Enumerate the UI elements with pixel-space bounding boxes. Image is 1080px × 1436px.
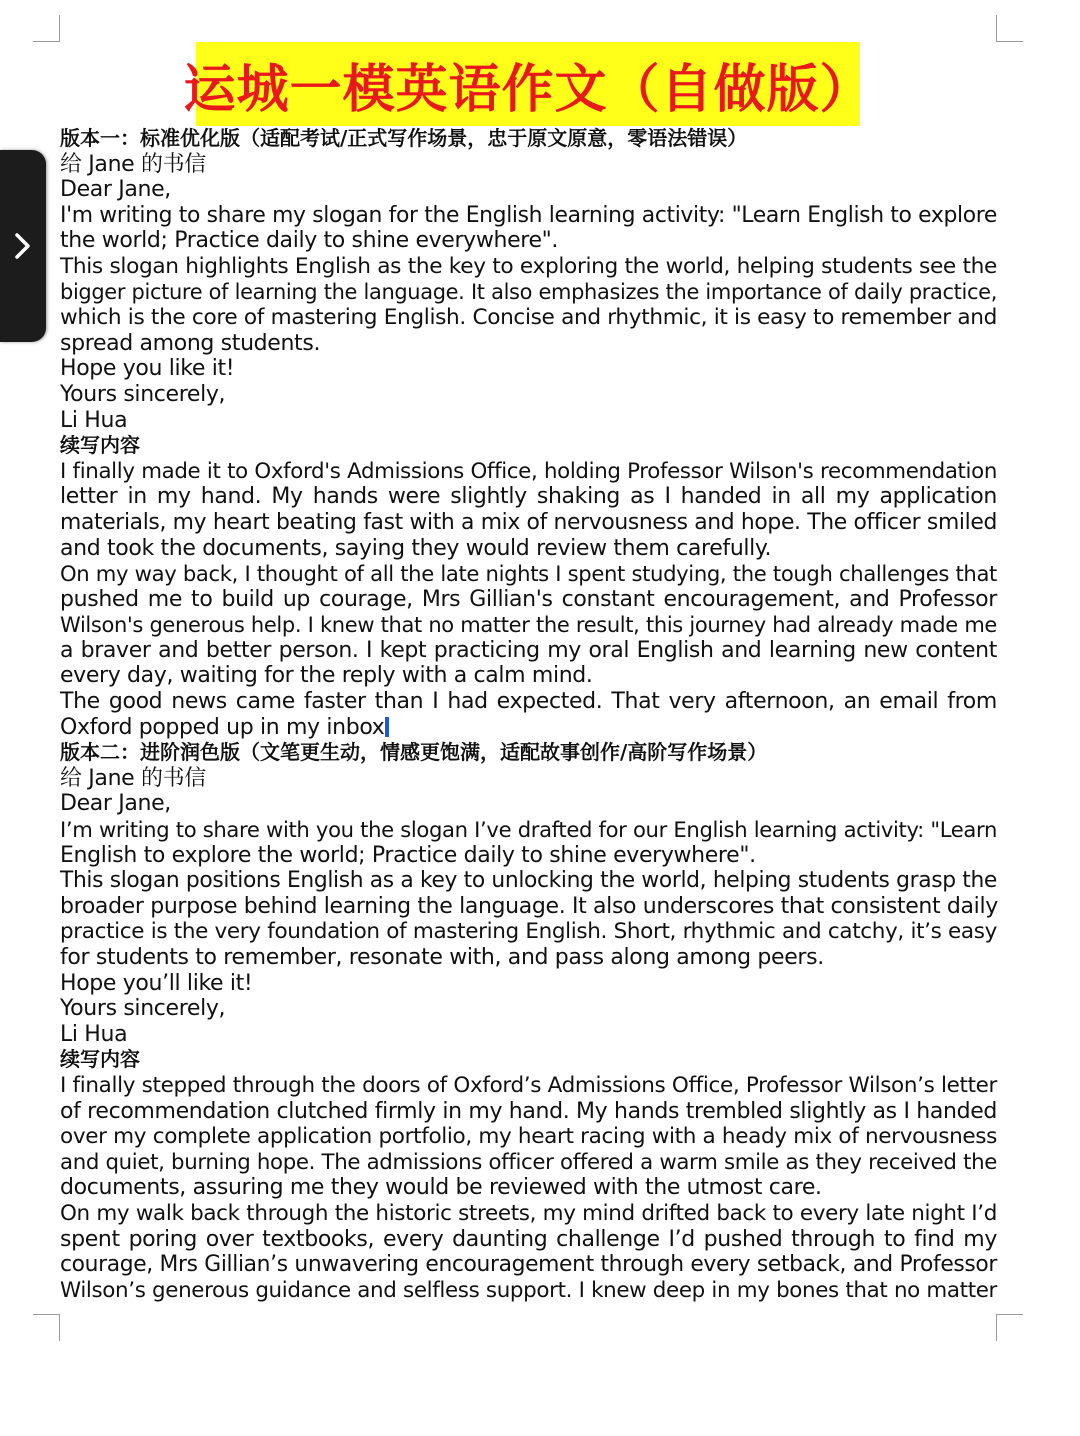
text-line: every day, waiting for the reply with a calm mind.: [60, 663, 593, 689]
text-line: of recommendation clutched firmly in my hand. My hands trembled slightly as I handed: [60, 1098, 997, 1124]
text-line: On my way back, I thought of all the late nights I spent studying, the tough challenges that: [60, 561, 997, 587]
text-line: practice is the very foundation of mastering English. Short, rhythmic and catchy, it’s easy: [60, 919, 997, 945]
side-panel-toggle[interactable]: [0, 150, 46, 342]
text-line: materials, my heart beating fast with a mix of nervousness and hope. The officer smiled: [60, 509, 997, 535]
text-line: Hope you like it!: [60, 356, 235, 382]
text-line: broader purpose behind learning the language. It also underscores that consistent daily: [60, 893, 998, 919]
text-line: the world; Practice daily to shine everywhere".: [60, 228, 559, 254]
text-line: which is the core of mastering English. Concise and rhythmic, it is easy to remember and: [60, 305, 997, 331]
letter-signature: Li Hua: [60, 1021, 128, 1047]
text-line: I'm writing to share my slogan for the English learning activity: "Learn English to explore: [60, 202, 997, 228]
text-line: This slogan highlights English as the key to exploring the world, helping students see the: [60, 253, 997, 279]
text-line: English to explore the world; Practice daily to shine everywhere".: [60, 842, 756, 868]
text-line: The good news came faster than I had expected. That very afternoon, an email from: [60, 689, 997, 715]
text-line: Oxford popped up in my inbox: [60, 714, 385, 740]
letter-heading: 给 Jane 的书信: [60, 151, 206, 177]
letter-closing: Yours sincerely,: [60, 381, 226, 407]
version-two-heading: 版本二：进阶润色版（文笔更生动，情感更饱满，适配故事创作/高阶写作场景）: [60, 740, 768, 765]
letter-heading: 给 Jane 的书信: [60, 765, 206, 791]
text-line-with-cursor[interactable]: [60, 715, 997, 741]
page-corner-mark-bottom-right: [996, 1314, 1023, 1341]
text-line: bigger picture of learning the language. It also emphasizes the importance of daily practice,: [60, 279, 997, 304]
text-line: On my walk back through the historic streets, my mind drifted back to every late night I’d: [60, 1200, 997, 1226]
text-line: This slogan positions English as a key to unlocking the world, helping students grasp the: [60, 868, 997, 894]
text-line: and took the documents, saying they would review them carefully.: [60, 535, 772, 561]
text-line: I finally stepped through the doors of Oxford’s Admissions Office, Professor Wilson’s letter: [60, 1072, 997, 1098]
continuation-heading: 续写内容: [60, 433, 140, 458]
text-line: for students to remember, resonate with, and pass along among peers.: [60, 945, 824, 970]
document-title: 运城一模英语作文（自做版）: [183, 59, 873, 120]
text-line: a braver and better person. I kept practicing my oral English and learning new content: [60, 637, 997, 663]
text-line: I’m writing to share with you the slogan I’ve drafted for our English learning activity: "Learn: [60, 817, 997, 843]
version-one-heading: 版本一：标准优化版（适配考试/正式写作场景，忠于原文原意，零语法错误）: [60, 126, 748, 150]
text-cursor: [385, 717, 389, 737]
page-corner-mark-top-left: [33, 15, 60, 42]
text-line: courage, Mrs Gillian’s unwavering encouragement through every setback, and Professor: [60, 1252, 997, 1278]
letter-closing: Yours sincerely,: [60, 996, 226, 1022]
page-corner-mark-bottom-left: [33, 1314, 60, 1341]
text-line: letter in my hand. My hands were slightly shaking as I handed in all my application: [60, 484, 997, 510]
document-body: [60, 126, 997, 1303]
text-line: documents, assuring me they would be reviewed with the utmost care.: [60, 1175, 822, 1201]
text-line: Wilson's generous help. I knew that no matter the result, this journey had already made me: [60, 612, 997, 638]
text-line: I finally made it to Oxford's Admissions Office, holding Professor Wilson's recommendation: [60, 458, 997, 484]
text-line: Hope you’ll like it!: [60, 970, 253, 996]
chevron-right-icon: [12, 231, 34, 261]
text-line: pushed me to build up courage, Mrs Gillian's constant encouragement, and Professor: [60, 586, 997, 612]
text-line: spent poring over textbooks, every daunting challenge I’d pushed through to find my: [60, 1226, 997, 1252]
document-title-banner: [183, 42, 873, 126]
continuation-heading: 续写内容: [60, 1047, 140, 1072]
letter-signature: Li Hua: [60, 407, 128, 433]
page-corner-mark-top-right: [996, 15, 1023, 42]
text-line: spread among students.: [60, 330, 321, 356]
text-line: Wilson’s generous guidance and selfless support. I knew deep in my bones that no matter: [60, 1277, 997, 1303]
letter-salutation: Dear Jane,: [60, 791, 171, 817]
text-line: over my complete application portfolio, my heart racing with a heady mix of nervousness: [60, 1124, 997, 1150]
text-line: and quiet, burning hope. The admissions officer offered a warm smile as they received the: [60, 1149, 997, 1175]
letter-salutation: Dear Jane,: [60, 177, 171, 203]
